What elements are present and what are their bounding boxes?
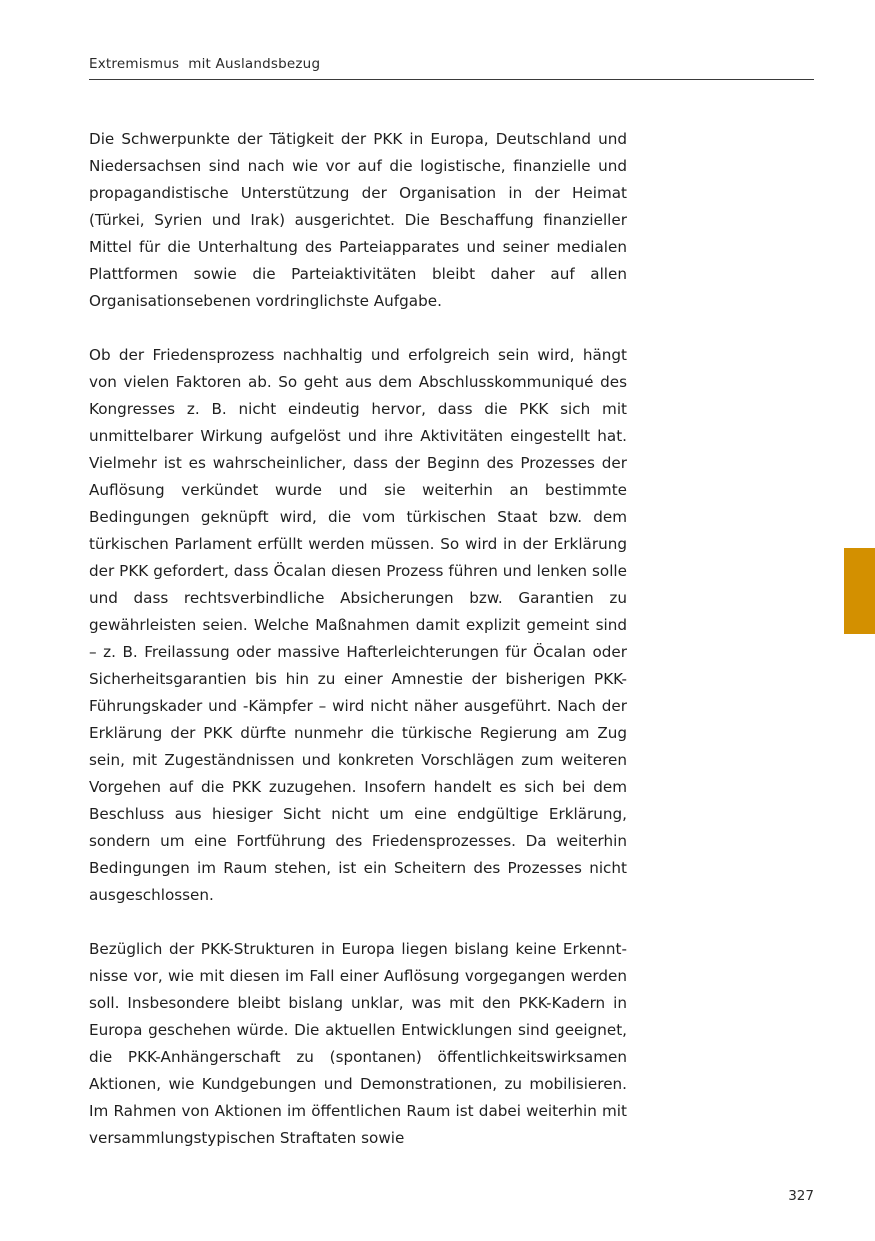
paragraph-3: Bezüglich der PKK-Strukturen in Europa liegen bislang keine Erkenntnisse vor, wie mit diesen im Fall einer Auflösung vorgegangen werden soll. Insbesondere bleibt bislang unklar, was mit den PKK-Kadern in Europa geschehen würde. Die aktuellen Entwicklungen sind geeignet, die PKK-Anhängerschaft zu (spontanen) öffentlichkeitswirksamen Aktionen, wie Kundgebungen und Demonstrationen, zu mobilisieren. Im Rahmen von Aktionen im öffentlichen Raum ist dabei weiterhin mit versammlungstypischen Straftaten sowie	[89, 940, 627, 1147]
paragraph-1: Die Schwerpunkte der Tätigkeit der PKK in Europa, Deutschland und Niedersachsen sind nach wie vor auf die logistische, finanzielle und propagandistische Unterstützung der Organisation in der Heimat (Türkei, Syrien und Irak) ausgerichtet. Die Beschaffung finanzieller Mittel für die Unterhaltung des Parteiapparates und seiner medialen Plattformen sowie die Parteiaktivitäten bleibt daher auf allen Organisationsebenen vordringlichste Aufgabe.	[89, 130, 627, 310]
page-number: 327	[788, 1188, 814, 1204]
running-header: Extremismus mit Auslandsbezug	[89, 56, 321, 72]
paragraph-2: Ob der Friedensprozess nachhaltig und erfolgreich sein wird, hängt von vielen Faktoren ab. So geht aus dem Abschlusskommuniqué des Kongresses z. B. nicht eindeutig hervor, dass die PKK sich mit unmittelbarer Wirkung aufgelöst und ihre Aktivitäten eingestellt hat. Vielmehr ist es wahrscheinlicher, dass der Beginn des Prozesses der Auflösung verkündet wurde und sie weiterhin an bestimmte Bedingungen geknüpft wird, die vom türkischen Staat bzw. dem türkischen Parlament erfüllt werden müssen. So wird in der Erklärung der PKK gefordert, dass Öcalan diesen Prozess führen und lenken solle und dass rechtsverbindliche Absicherungen bzw. Garantien zu gewährleisten seien. Welche Maßnahmen damit explizit gemeint sind – z. B. Freilassung oder massive Hafterleichterungen für Öcalan oder Sicherheitsgarantien bis hin zu einer Amnestie der bisherigen PKK-Führungskader und -Kämpfer – wird nicht näher ausgeführt. Nach der Erklärung der PKK dürfte nunmehr die türkische Regierung am Zug sein, mit Zugeständnissen und konkreten Vorschlägen zum weiteren Vorgehen auf die PKK zuzugehen. Insofern handelt es sich bei dem Beschluss aus hiesiger Sicht nicht um eine endgültige Erklärung, sondern um eine Fortführung des Friedensprozesses. Da weiterhin Bedingungen im Raum stehen, ist ein Scheitern des Prozesses nicht ausgeschlossen.	[89, 346, 627, 904]
body-text	[89, 126, 627, 1179]
chapter-side-tab	[844, 548, 875, 634]
header-divider	[89, 79, 814, 80]
